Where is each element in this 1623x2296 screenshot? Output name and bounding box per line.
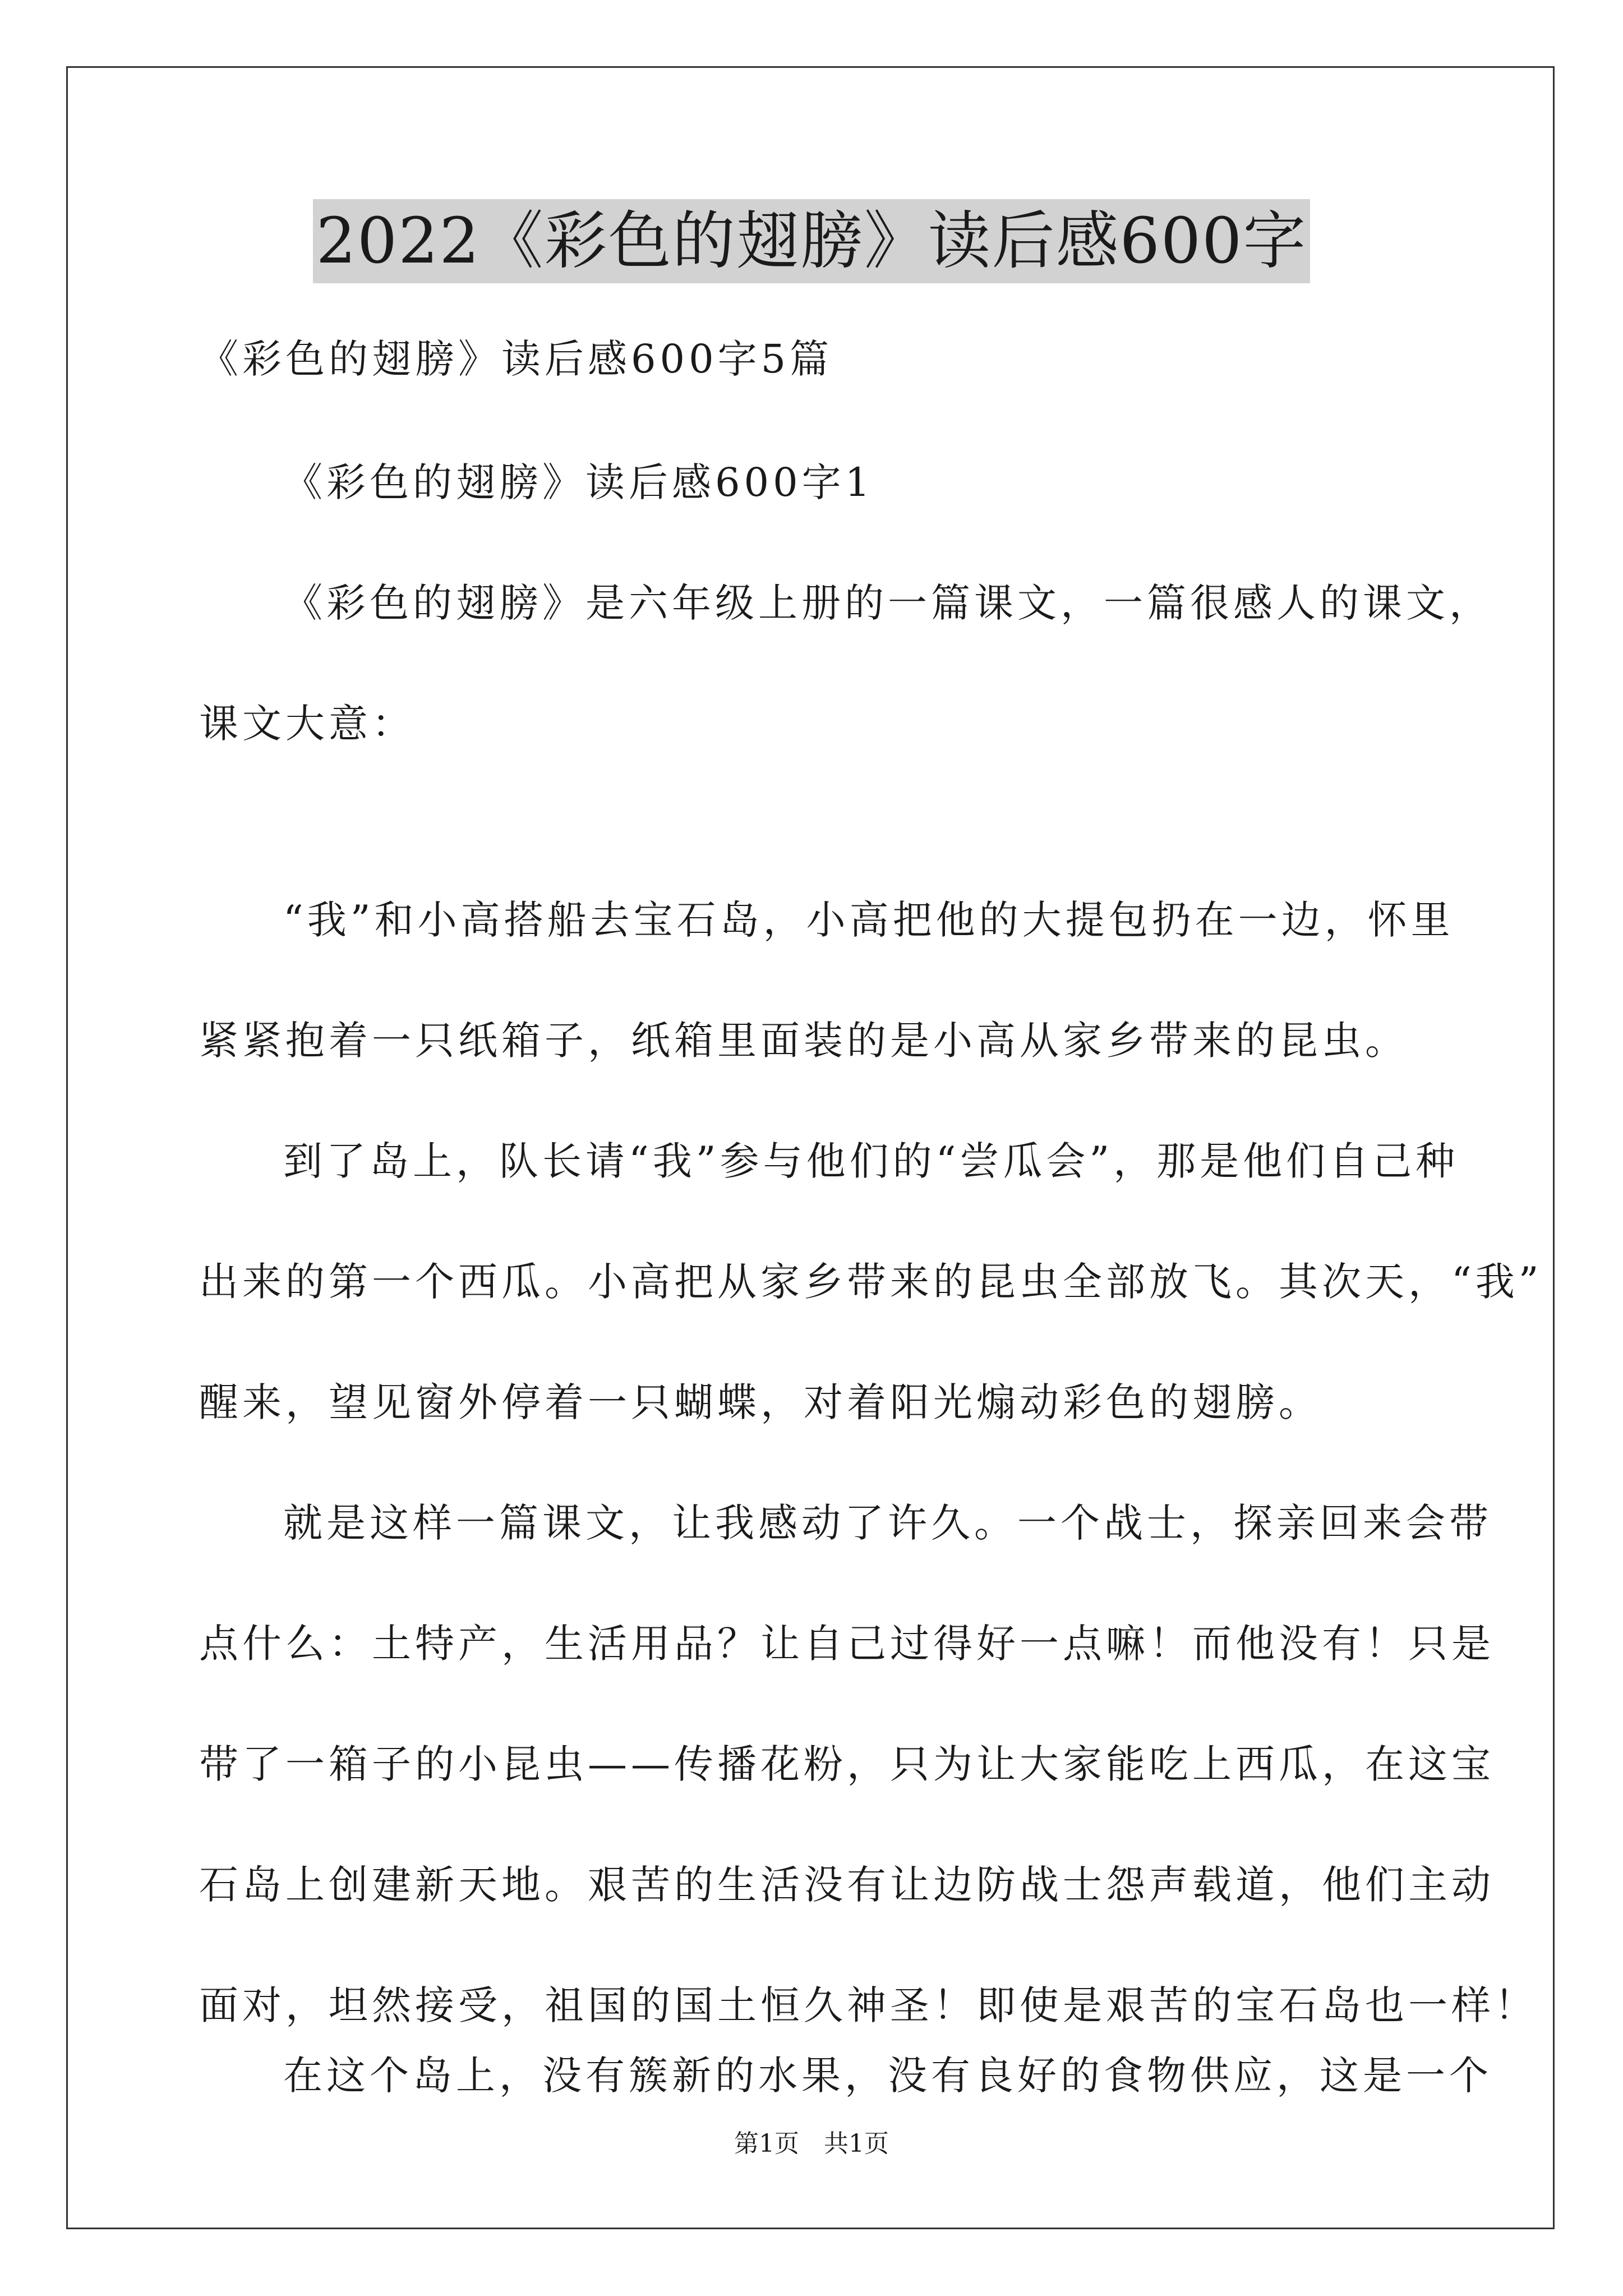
- paragraph-line: “我”和小高搭船去宝石岛，小高把他的大提包扔在一边，怀里: [283, 897, 1454, 943]
- page-footer: 第1页 共1页: [734, 2129, 889, 2158]
- paragraph-line: 就是这样一篇课文，让我感动了许久。一个战士，探亲回来会带: [283, 1500, 1492, 1546]
- paragraph-line: 面对，坦然接受，祖国的国土恒久神圣！即使是艰苦的宝石岛也一样！: [199, 1982, 1538, 2028]
- paragraph-line: 《彩色的翅膀》是六年级上册的一篇课文，一篇很感人的课文，: [283, 580, 1492, 626]
- paragraph-line: 到了岛上，队长请“我”参与他们的“尝瓜会”，那是他们自己种: [283, 1138, 1459, 1184]
- subtitle: 《彩色的翅膀》读后感600字5篇: [199, 336, 833, 382]
- paragraph-line: 紧紧抱着一只纸箱子，纸箱里面装的是小高从家乡带来的昆虫。: [199, 1018, 1408, 1064]
- paragraph-line: 点什么：土特产，生活用品？让自己过得好一点嘛！而他没有！只是: [199, 1621, 1495, 1667]
- title-container: [0, 199, 1623, 283]
- section-heading: 《彩色的翅膀》读后感600字1: [283, 459, 874, 505]
- paragraph-line: 出来的第一个西瓜。小高把从家乡带来的昆虫全部放飞。其次天，“我”: [199, 1259, 1543, 1305]
- paragraph-line: 课文大意：: [199, 701, 415, 747]
- paragraph-line: 醒来，望见窗外停着一只蝴蝶，对着阳光煽动彩色的翅膀。: [199, 1379, 1322, 1425]
- paragraph-line: 带了一箱子的小昆虫——传播花粉，只为让大家能吃上西瓜，在这宝: [199, 1741, 1495, 1787]
- paragraph-line: 在这个岛上，没有簇新的水果，没有良好的食物供应，这是一个: [283, 2053, 1492, 2099]
- document-title: 2022《彩色的翅膀》读后感600字: [313, 199, 1311, 283]
- paragraph-line: 石岛上创建新天地。艰苦的生活没有让边防战士怨声载道，他们主动: [199, 1862, 1495, 1908]
